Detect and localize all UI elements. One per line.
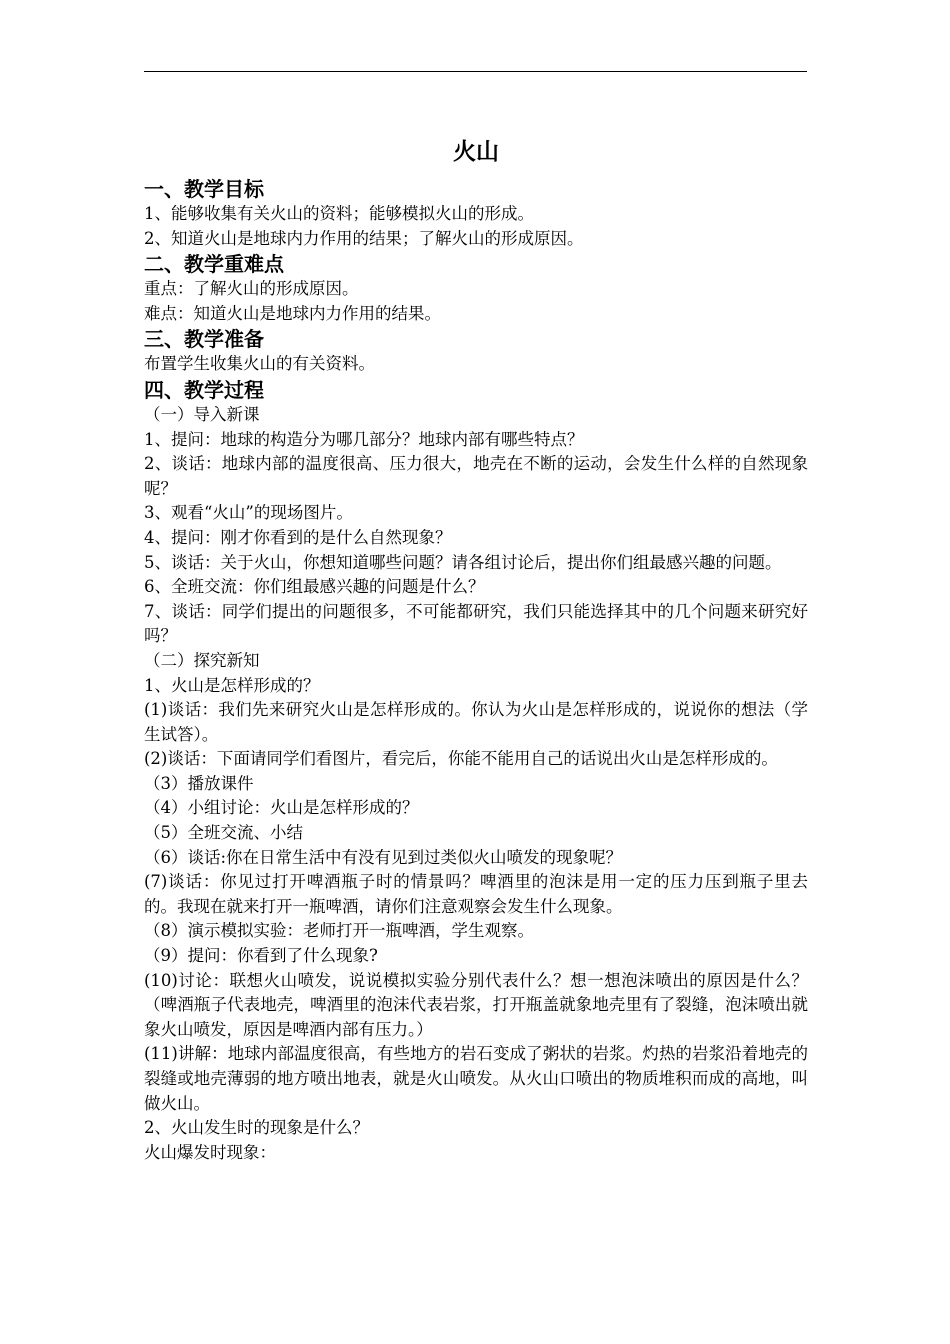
section-heading: 一、教学目标 [144,177,264,201]
paragraph: 2、火山发生时的现象是什么？ [144,1118,369,1138]
header-rule [144,71,807,72]
section-process [144,377,808,1165]
paragraph: (11)讲解：地球内部温度很高，有些地方的岩石变成了粥状的岩浆。灼热的岩浆沿着地壳的裂缝或地壳薄弱的地方喷出地表，就是火山喷发。从火山口喷出的物质堆积而成的高地，叫做火山。 [144,1044,808,1113]
paragraph: 难点：知道火山是地球内力作用的结果。 [144,303,441,323]
section-preparation [144,326,808,377]
paragraph: 7、谈话：同学们提出的问题很多，不可能都研究，我们只能选择其中的几个问题来研究好吗？ [144,601,808,646]
paragraph: (1)谈话：我们先来研究火山是怎样形成的。你认为火山是怎样形成的，说说你的想法（学生试答）。 [144,700,808,744]
section-heading: 三、教学准备 [144,327,264,352]
paragraph: 布置学生收集火山的有关资料。 [144,354,375,374]
paragraph: （5）全班交流、小结 [144,823,303,843]
paragraph: （6）谈话:你在日常生活中有没有见到过类似火山喷发的现象呢？ [144,847,623,867]
section-key-points [144,251,808,326]
paragraph: 3、观看“火山”的现场图片。 [144,503,353,523]
document-title: 火山 [453,139,499,165]
paragraph: 5、谈话：关于火山，你想知道哪些问题？请各组讨论后，提出你们组最感兴趣的问题。 [144,552,782,572]
section-heading: 四、教学过程 [144,377,264,402]
subheading: （一）导入新课 [144,404,260,424]
paragraph: 1、提问：地球的构造分为哪几部分？地球内部有哪些特点？ [144,429,584,449]
paragraph: （3）播放课件 [144,773,254,793]
paragraph: （4）小组讨论：火山是怎样形成的？ [144,798,419,818]
paragraph: 火山爆发时现象： [144,1142,276,1162]
subheading: （二）探究新知 [144,650,260,670]
paragraph: 2、知道火山是地球内力作用的结果；了解火山的形成原因。 [144,228,584,248]
paragraph: 重点：了解火山的形成原因。 [144,279,359,299]
document-body [144,128,808,1165]
paragraph: (10)讨论：联想火山喷发，说说模拟实验分别代表什么？想一想泡沫喷出的原因是什么？（啤酒瓶子代表地壳，啤酒里的泡沫代表岩浆，打开瓶盖就象地壳里有了裂缝，泡沫喷出就象火山喷发，原因是啤酒内部有压力。） [144,970,808,1039]
section-goals [144,176,808,251]
paragraph: (2)谈话：下面请同学们看图片，看完后，你能不能用自己的话说出火山是怎样形成的。 [144,749,778,769]
paragraph: 6、全班交流：你们组最感兴趣的问题是什么？ [144,577,485,597]
paragraph: 2、谈话：地球内部的温度很高、压力很大，地壳在不断的运动，会发生什么样的自然现象呢？ [144,454,808,498]
paragraph: （9）提问：你看到了什么现象? [144,946,378,966]
paragraph: （8）演示模拟实验：老师打开一瓶啤酒，学生观察。 [144,921,534,941]
paragraph: 1、火山是怎样形成的？ [144,675,320,695]
section-heading: 二、教学重难点 [144,252,284,277]
paragraph: (7)谈话：你见过打开啤酒瓶子时的情景吗？啤酒里的泡沫是用一定的压力压到瓶子里去的。我现在就来打开一瓶啤酒，请你们注意观察会发生什么现象。 [144,872,808,916]
paragraph: 1、能够收集有关火山的资料；能够模拟火山的形成。 [144,204,534,223]
paragraph: 4、提问：刚才你看到的是什么自然现象？ [144,527,452,547]
